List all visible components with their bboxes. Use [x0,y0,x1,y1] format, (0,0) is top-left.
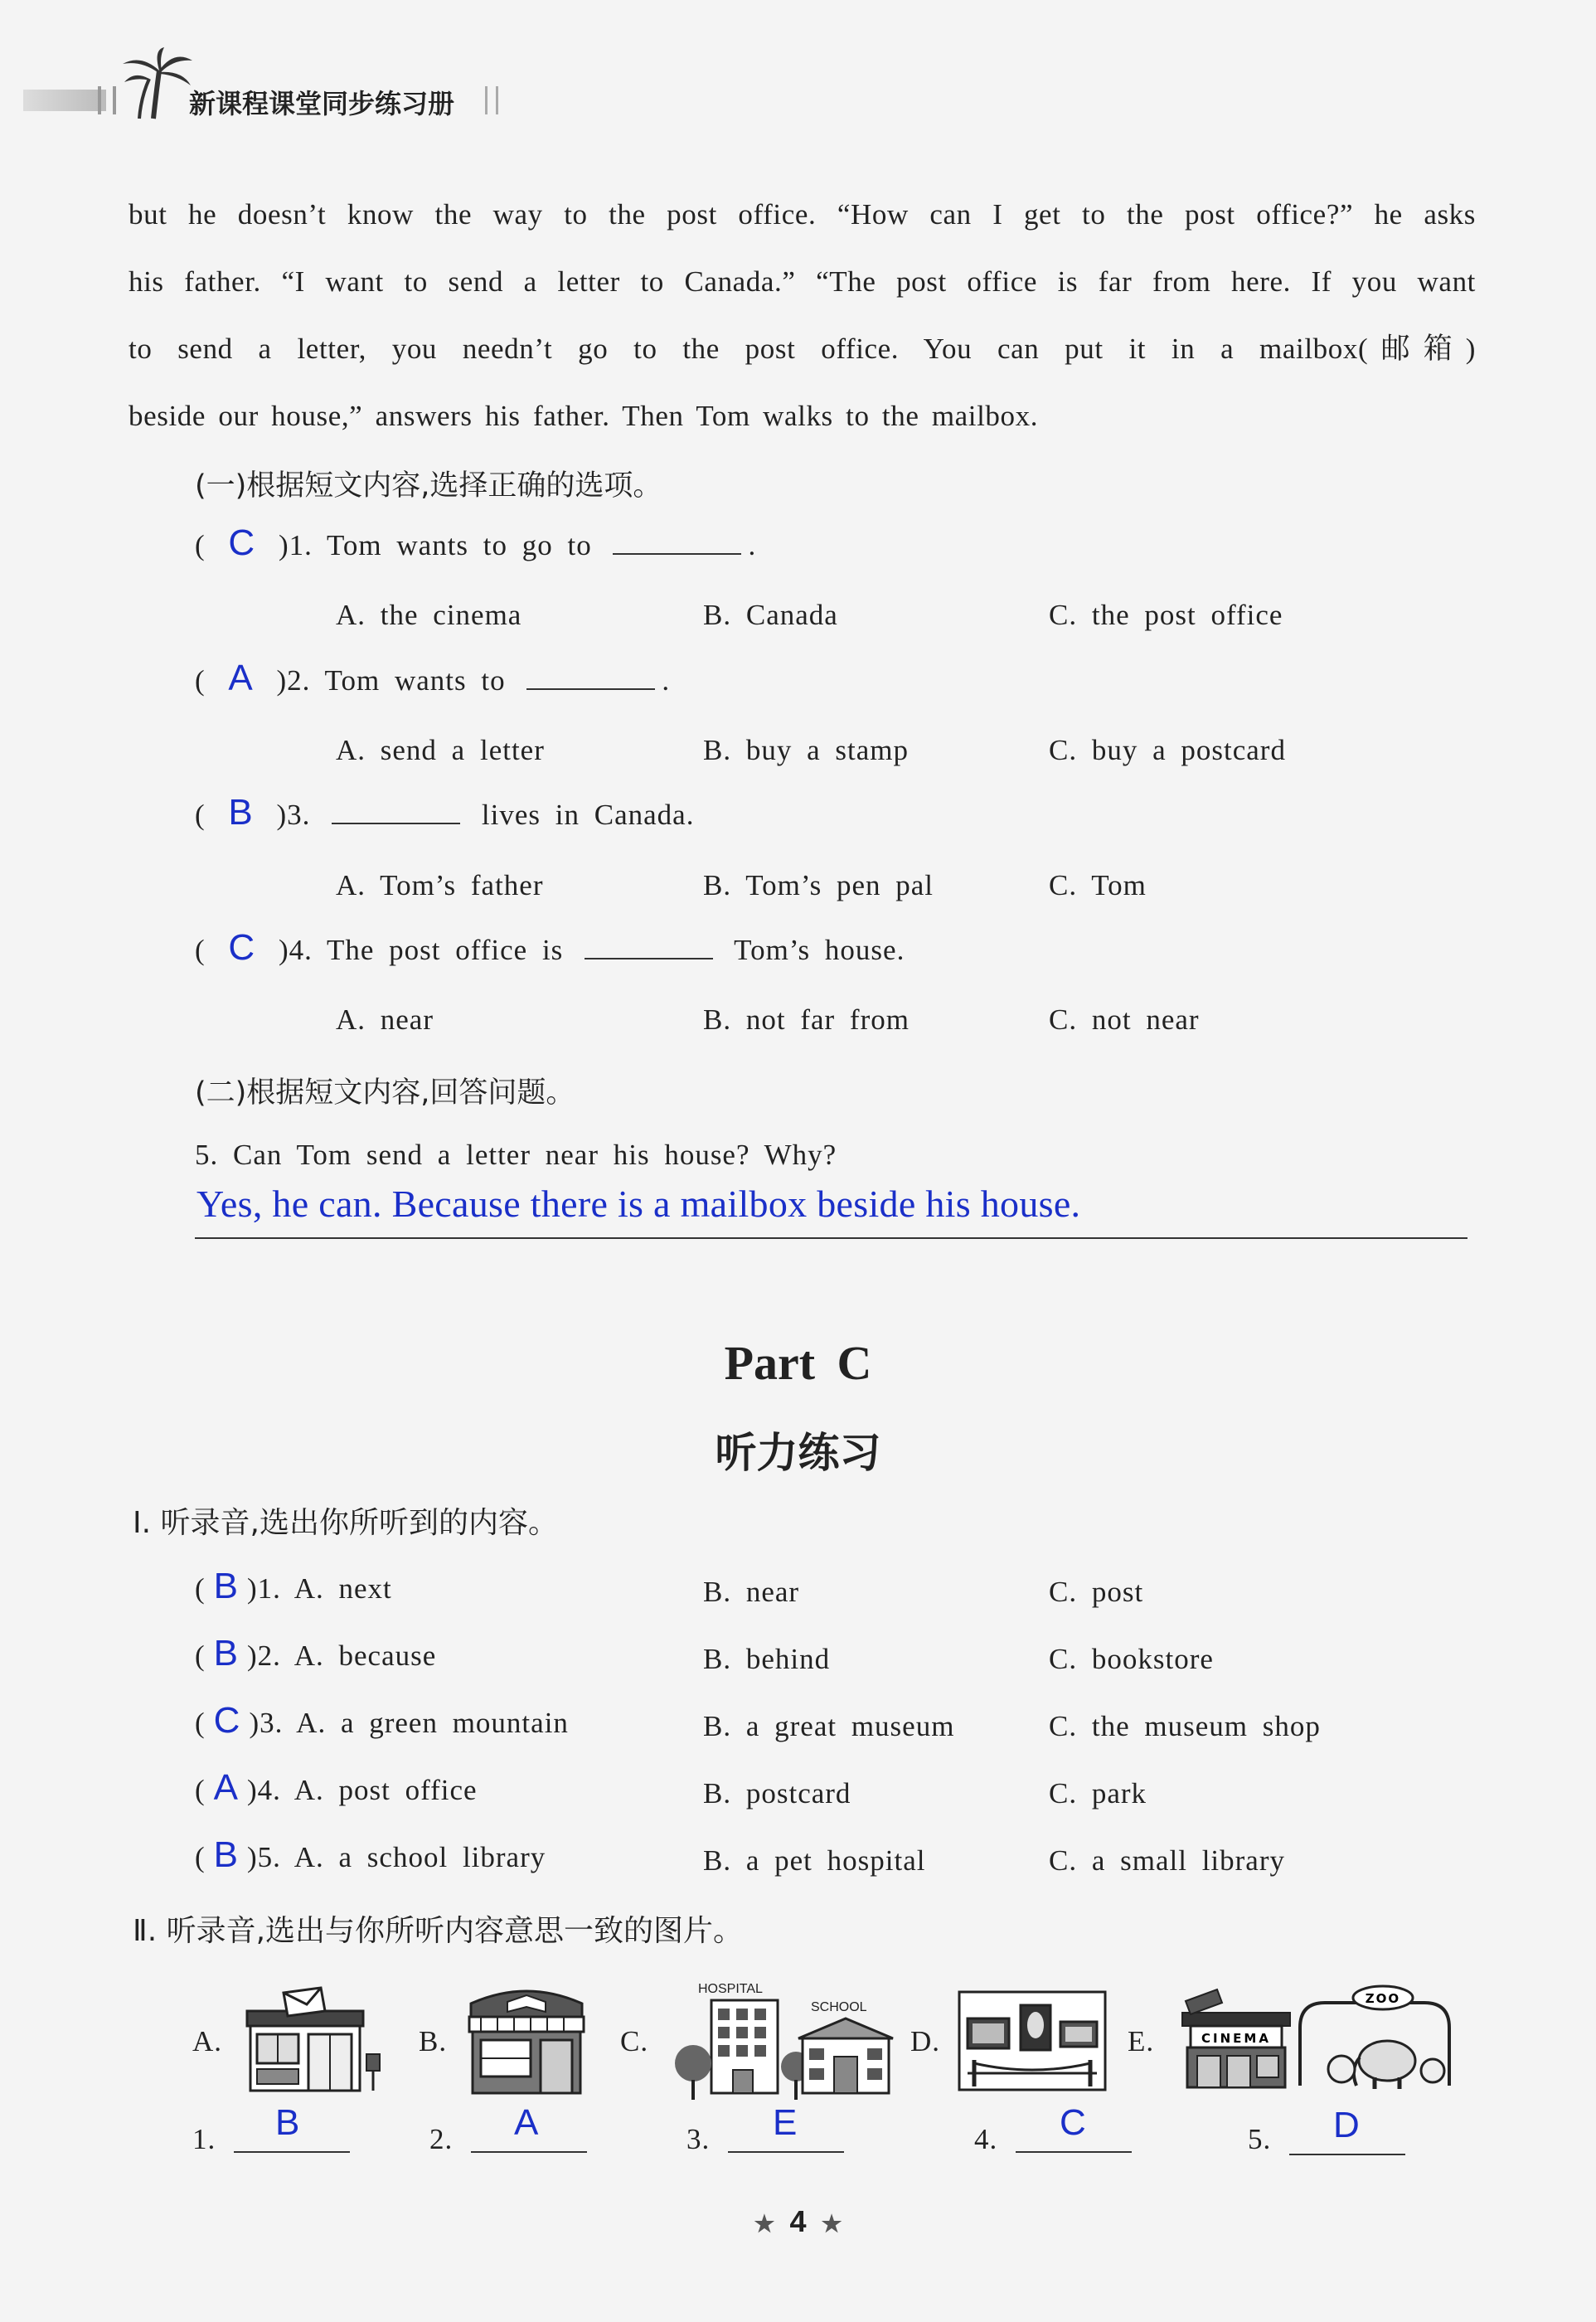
option-c: C. not near [1049,1003,1200,1036]
option-b: B. near [703,1576,800,1608]
option-c: C. Tom [1049,869,1147,901]
picture-answer-1-line [234,2150,350,2153]
question-2 [195,658,670,699]
option-a: A. a green mountain [296,1707,569,1739]
option-c: C. the post office [1049,599,1283,631]
hospital-school-icon[interactable] [670,1997,894,2101]
question-stem: Tom wants to [324,664,506,697]
passage-line-4: beside our house,” answers his father. Then Tom walks to the mailbox. [129,400,1039,432]
question-stem: Tom wants to go to [326,529,592,561]
question-number: 1. [289,529,313,561]
option-a: A. send a letter [336,734,545,766]
part-c-subtitle: 听力练习 [715,1429,881,1477]
listen-question-4: ( A )4. A. post office [195,1767,478,1808]
option-b: B. Canada [703,599,838,631]
paren-close: ) [276,799,288,831]
picture-answer-2[interactable]: A [514,2102,539,2143]
zoo-sign: ZOO [1365,1991,1401,2006]
section1-instruction: (一)根据短文内容,选择正确的选项。 [195,469,662,503]
picture-answer-4[interactable]: C [1060,2102,1086,2143]
picture-answer-3-num: 3. [686,2123,711,2155]
answer-mark[interactable]: C [228,927,256,968]
answer-mark[interactable]: A [228,658,254,698]
question-stem-end: . [662,664,671,697]
paren-open: ( [195,799,206,831]
option-c: C. bookstore [1049,1643,1214,1675]
question-number: 2. [287,664,311,697]
question-stem-end: . [748,529,757,561]
paren-close: ) [276,664,288,697]
answer-blank[interactable] [332,801,460,824]
section2-instruction: (二)根据短文内容,回答问题。 [195,1076,575,1110]
answer-mark[interactable]: B [228,792,254,833]
option-b: B. not far from [703,1003,910,1036]
hospital-label: HOSPITAL [698,1982,763,1996]
question-number: 3. [287,799,311,831]
picture-answer-4-line [1016,2150,1132,2153]
option-b: B. postcard [703,1777,851,1810]
answer-5-line [195,1236,1467,1239]
answer-blank[interactable] [613,532,741,555]
picture-a-letter: A. [192,2025,223,2057]
listen-question-2: ( B )2. A. because [195,1633,437,1673]
answer-mark[interactable]: B [213,1633,240,1673]
answer-5-text[interactable]: Yes, he can. Because there is a mailbox beside his house. [196,1183,1081,1225]
listen-question-1: ( B )1. A. next [195,1566,392,1606]
option-c: C. a small library [1049,1844,1286,1877]
option-a: A. next [293,1572,392,1605]
option-a: A. the cinema [336,599,522,631]
listening2-instruction: Ⅱ. 听录音,选出与你所听内容意思一致的图片。 [133,1914,744,1948]
option-c: C. park [1049,1777,1147,1810]
museum-icon[interactable] [958,1990,1107,2091]
picture-e-letter: E. [1128,2025,1155,2057]
paren-open: ( [195,529,206,561]
passage-line-2: his father. “I want to send a letter to Canada.” “The post office is far from here. If you want [129,265,1476,298]
option-b: B. Tom’s pen pal [703,869,934,901]
page-number: 4 [789,2204,807,2238]
answer-mark[interactable]: A [213,1767,240,1808]
listen-question-3: ( C )3. A. a green mountain [195,1700,569,1741]
book-title: 新课程课堂同步练习册 [189,88,455,119]
question-stem: The post office is [326,934,564,966]
option-c: C. buy a postcard [1049,734,1286,766]
answer-blank[interactable] [585,936,713,959]
picture-answer-2-line [471,2150,587,2153]
listen-question-5: ( B )5. A. a school library [195,1834,546,1875]
cinema-sign: CINEMA [1201,2031,1271,2046]
header-bar [23,90,106,111]
option-c: C. post [1049,1576,1144,1608]
picture-answer-3-line [728,2150,844,2153]
bookstore-icon[interactable] [464,1984,589,2096]
cinema-zoo-icon[interactable] [1176,1978,1462,2094]
question-stem-end: lives in Canada. [481,799,695,831]
page-footer [0,2204,1596,2239]
picture-answer-5-line [1289,2152,1405,2155]
option-b: B. a great museum [703,1710,955,1742]
picture-answer-5[interactable]: D [1333,2105,1360,2145]
paren-close: ) [278,529,289,561]
palm-tree-icon [116,46,195,120]
picture-answer-2-num: 2. [429,2123,454,2155]
option-a: A. near [336,1003,434,1036]
school-label: SCHOOL [811,2000,867,2014]
option-a: A. Tom’s father [336,869,544,901]
question-1 [195,522,756,564]
picture-answer-1-num: 1. [192,2123,216,2155]
picture-answer-1[interactable]: B [275,2102,300,2143]
picture-answer-3[interactable]: E [773,2102,798,2143]
post-office-icon[interactable] [242,1986,383,2094]
picture-b-letter: B. [419,2025,448,2057]
paren-open: ( [195,664,206,697]
answer-mark[interactable]: B [213,1566,240,1606]
header-end-stripes [485,86,498,114]
answer-mark[interactable]: C [213,1700,241,1741]
option-a: A. post office [293,1774,478,1806]
star-icon: ★ [754,2211,775,2237]
answer-mark[interactable]: B [213,1834,240,1875]
star-icon: ★ [821,2211,842,2237]
picture-c-letter: C. [620,2025,649,2057]
question-number: 4. [289,934,313,966]
question-3 [195,792,694,833]
picture-d-letter: D. [910,2025,941,2057]
picture-answer-4-num: 4. [974,2123,998,2155]
answer-mark[interactable]: C [228,522,256,563]
part-c-title: Part C [724,1336,872,1390]
listening1-instruction: Ⅰ. 听录音,选出你所听到的内容。 [133,1506,558,1540]
question-4 [195,927,905,969]
paren-open: ( [195,934,206,966]
option-a: A. a school library [293,1841,546,1873]
option-a: A. because [293,1639,437,1672]
option-b: B. behind [703,1643,831,1675]
passage-line-3: to send a letter, you needn’t go to the post office. You can put it in a mailbox(邮箱) [129,333,1476,365]
option-b: B. a pet hospital [703,1844,926,1877]
passage-line-1: but he doesn’t know the way to the post office. “How can I get to the post office?” he asks [129,198,1476,231]
paren-close: ) [278,934,289,966]
option-b: B. buy a stamp [703,734,909,766]
question-5: 5. Can Tom send a letter near his house? Why? [195,1139,837,1171]
option-c: C. the museum shop [1049,1710,1321,1742]
picture-answer-5-num: 5. [1248,2123,1272,2155]
answer-blank[interactable] [526,667,655,690]
question-stem-end: Tom’s house. [734,934,905,966]
header-stripes [98,86,116,114]
